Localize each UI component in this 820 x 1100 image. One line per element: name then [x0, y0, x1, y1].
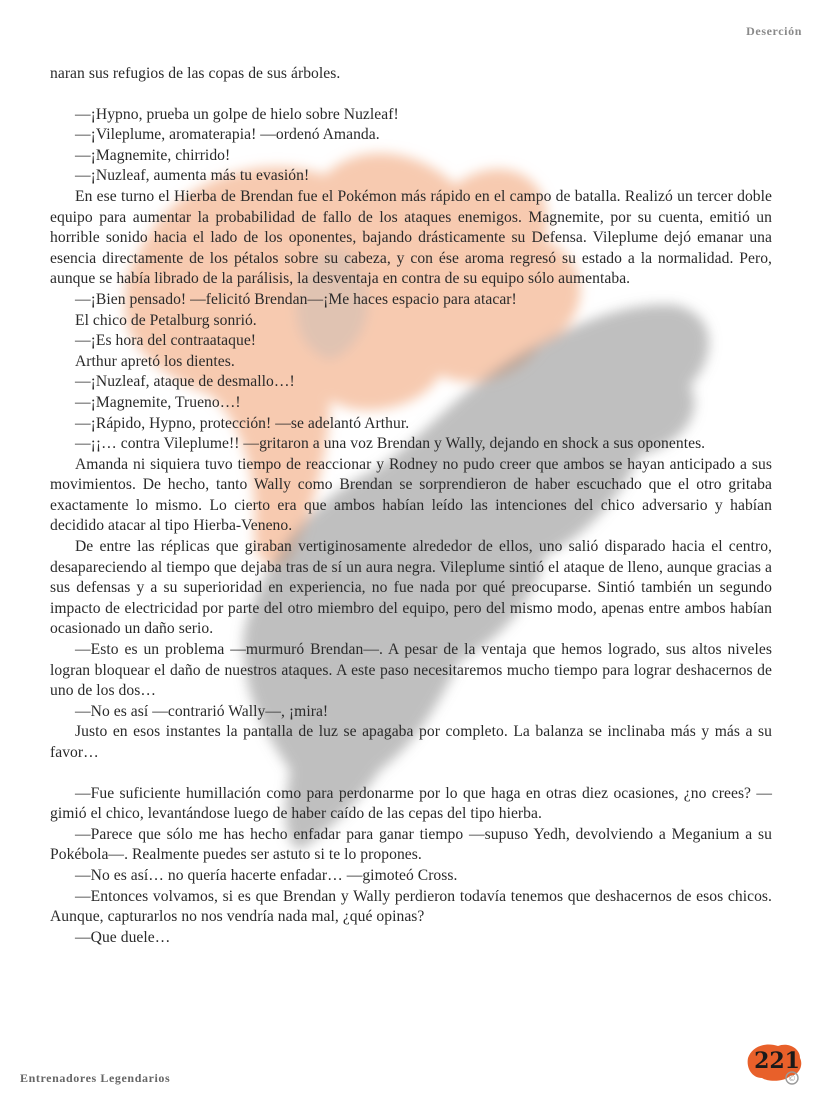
paragraph: —No es así… no quería hacerte enfadar… —gimoteó Cross.	[75, 866, 458, 884]
paragraph: —¡¡… contra Vileplume!! —gritaron a una voz Brendan y Wally, dejando en shock a sus oponentes.	[75, 435, 706, 453]
paragraph: —¡Magnemite, Trueno…!	[75, 393, 241, 411]
paragraph: En ese turno el Hierba de Brendan fue el Pokémon más rápido en el campo de batalla. Realizó un tercer doble equipo para aumentar la probabilidad de fallo de los ataques enemigos. Magnemite, por su cuenta, emitió un horrible sonido hacia el lado de los oponentes, bajando drásticamente su Defensa. Vileplume dejó emanar una esencia directamente de los pétalos sobre su cabeza, y con ése aroma regresó su estado a la normalidad. Pero, aunque se había librado de la parálisis, la desventaja en contra de su equipo sólo aumentaba.	[50, 187, 772, 288]
page-number: 221	[754, 1048, 800, 1074]
svg-text:©: ©	[788, 1074, 796, 1083]
paragraph: —¡Nuzleaf, ataque de desmallo…!	[75, 373, 295, 391]
page-number-badge	[744, 1040, 804, 1086]
running-header: Deserción	[746, 24, 802, 38]
paragraph: —Parece que sólo me has hecho enfadar para ganar tiempo —supuso Yedh, devolviendo a Meganium a su Pokébola—. Realmente puedes ser astuto si te lo propones.	[50, 825, 772, 864]
body-text	[50, 64, 772, 948]
paragraph: —¡Rápido, Hypno, protección! —se adelantó Arthur.	[75, 414, 410, 432]
paragraph: —¡Bien pensado! —felicitó Brendan—¡Me haces espacio para atacar!	[75, 290, 517, 308]
paragraph: —¡Es hora del contraataque!	[75, 332, 257, 350]
paragraph: —Esto es un problema —murmuró Brendan—. A pesar de la ventaja que hemos logrado, sus altos niveles logran bloquear el daño de nuestros ataques. A este paso necesitaremos mucho tiempo para lograr deshacernos de uno de los dos…	[50, 641, 772, 700]
paragraph: —No es así —contrarió Wally—, ¡mira!	[75, 702, 329, 720]
paragraph: —¡Nuzleaf, aumenta más tu evasión!	[75, 167, 310, 185]
paragraph: —¡Vileplume, aromaterapia! —ordenó Amanda.	[75, 126, 380, 144]
paragraph: —Entonces volvamos, si es que Brendan y Wally perdieron todavía tenemos que deshacernos de esos chicos. Aunque, capturarlos no nos vendría nada mal, ¿qué opinas?	[50, 887, 772, 926]
paragraph: El chico de Petalburg sonrió.	[75, 311, 257, 329]
paragraph: De entre las réplicas que giraban vertiginosamente alrededor de ellos, uno salió disparado hacia el centro, desapareciendo al tiempo que dejaba tras de sí un aura negra. Vileplume sintió el ataque de lleno, aunque gracias a sus defensas y a su superioridad en experiencia, no fue nada por qué preocuparse. Sintió también un segundo impacto de electricidad por parte del otro miembro del equipo, pero del mismo modo, apenas entre ambos habían ocasionado un daño serio.	[50, 538, 772, 638]
paragraph: —Fue suficiente humillación como para perdonarme por lo que haga en otras diez ocasiones, ¿no crees? —gimió el chico, levantándose luego de haber caído de las cepas del tipo hierba.	[50, 784, 772, 823]
paragraph: —¡Hypno, prueba un golpe de hielo sobre Nuzleaf!	[75, 105, 399, 123]
book-title-footer: Entrenadores Legendarios	[20, 1071, 171, 1085]
paragraph: —Que duele…	[75, 928, 171, 946]
paragraph: Amanda ni siquiera tuvo tiempo de reaccionar y Rodney no pudo creer que ambos se hayan anticipado a sus movimientos. De hecho, tanto Wally como Brendan se sorprendieron de haber escuchado que el otro gritaba exactamente lo mismo. Lo cierto era que ambos habían leído las intenciones del chico adversario y habían decidido atacar al tipo Hierba-Veneno.	[50, 455, 772, 535]
paragraph: Arthur apretó los dientes.	[75, 352, 235, 370]
paragraph: naran sus refugios de las copas de sus árboles.	[50, 65, 341, 82]
paragraph: Justo en esos instantes la pantalla de luz se apagaba por completo. La balanza se inclinaba más y más a su favor…	[50, 723, 772, 761]
paragraph: —¡Magnemite, chirrido!	[75, 146, 231, 164]
